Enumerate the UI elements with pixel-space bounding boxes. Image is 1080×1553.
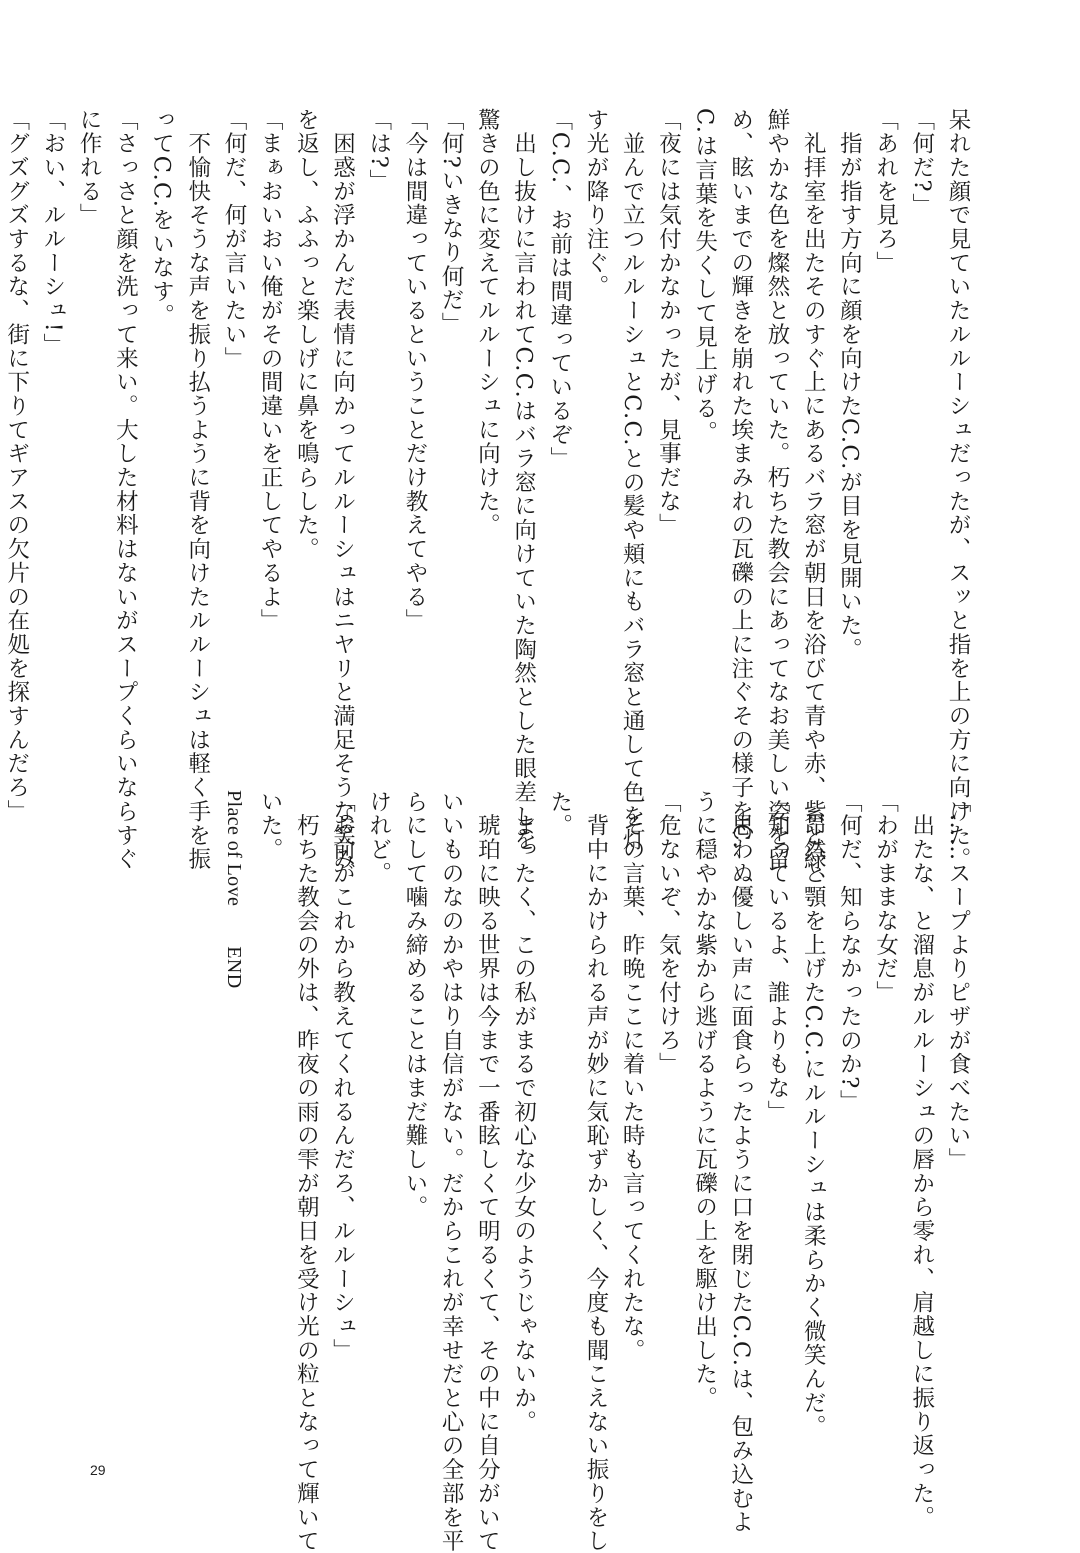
text-line: 困惑が浮かんだ表情に向かってルルーシュはニヤリと満足そうな笑み (329, 108, 356, 872)
text-line: 「あれを見ろ」 (872, 108, 899, 275)
text-line: 「今は間違っているということだけ教えてやる」 (401, 108, 428, 633)
text-line: 礼拝室を出たそのすぐ上にあるバラ窓が朝日を浴びて青や赤、紫と緑、 (800, 108, 827, 896)
text-line: 呆れた顔で見ていたルルーシュだったが、スッと指を上の方に向けた。 (945, 108, 971, 872)
text-line: 出たな、と溜息がルルーシュの唇から零れ、肩越しに振り返った。 (908, 790, 935, 1530)
text-line: いた。 (257, 790, 284, 862)
text-line: め、眩いまでの輝きを崩れた埃まみれの瓦礫の上に注ぐその様子をC. (727, 108, 754, 850)
end-line (216, 790, 252, 1430)
text-line: す光が降り注ぐ。 (582, 108, 609, 299)
text-line: 朽ちた教会の外は、昨夜の雨の雫が朝日を受け光の粒となって輝いて (293, 790, 320, 1553)
text-line: 昂然と顎を上げたC.C.にルルーシュは柔らかく微笑んだ。 (800, 790, 827, 1439)
text-line: 出し抜けに言われてC.C.はバラ窓に向けていた陶然とした眼差しを (510, 108, 537, 853)
text-line: を返し、ふふっと楽しげに鼻を鳴らした。 (293, 108, 320, 562)
lower-text-block (216, 790, 976, 1553)
text-line: ってC.C.をいなす。 (148, 108, 175, 328)
text-line: 「……スープよりピザが食べたい」 (945, 790, 971, 1172)
text-line: 「お前がこれから教えてくれるんだろ、ルルーシュ」 (329, 790, 356, 1363)
text-line: 驚きの色に変えてルルーシュに向けた。 (474, 108, 501, 538)
story-title: Place of Love (222, 790, 245, 907)
text-line: らにして噛み締めることはまだ難しい。 (401, 790, 428, 1220)
page-number: 29 (90, 1462, 106, 1478)
text-line: 「おい、ルルーシュ!」 (39, 108, 66, 357)
text-line: いいものなのかやはり自信がない。だからこれが幸せだと心の全部を平 (438, 790, 465, 1553)
text-line: た。 (546, 790, 573, 838)
text-line: その言葉、昨晩ここに着いた時も言ってくれたな。 (619, 790, 646, 1363)
text-line: 「夜には気付かなかったが、見事だな」 (655, 108, 682, 538)
text-line: 「は?」 (365, 108, 392, 193)
text-line: C.は言葉を失くして見上げる。 (691, 108, 718, 445)
text-line: 「何だ、何が言いたい」 (220, 108, 247, 371)
text-line: うに穏やかな紫から逃げるように瓦礫の上を駆け出した。 (691, 790, 718, 1411)
text-line: 鮮やかな色を燦然と放っていた。朽ちた教会にあってなお美しい姿を留 (763, 108, 790, 872)
text-line: けれど。 (365, 790, 392, 886)
text-line: 琥珀に映る世界は今まで一番眩しくて明るくて、その中に自分がいて (474, 790, 501, 1553)
text-line: 背中にかけられる声が妙に気恥ずかしく、今度も聞こえない振りをし (582, 790, 609, 1553)
text-line: 不愉快そうな声を振り払うように背を向けたルルーシュは軽く手を振 (184, 108, 211, 872)
text-line: 指が指す方向に顔を向けたC.C.が目を見開いた。 (836, 108, 863, 662)
text-line: 「C.C.、お前は間違っているぞ」 (546, 108, 573, 471)
text-line: 「危ないぞ、気を付けろ」 (655, 790, 682, 1077)
text-line: まったく、この私がまるで初心な少女のようじゃないか。 (510, 790, 537, 1434)
text-line: 「知っているよ、誰よりもな」 (763, 790, 790, 1124)
text-line: 「何?いきなり何だ」 (438, 108, 465, 337)
text-line: 並んで立つルルーシュとC.C.との髪や頬にもバラ窓と通して色を灯 (619, 108, 646, 853)
text-line: 「まぁおいおい俺がその間違いを正してやるよ」 (257, 108, 284, 633)
end-mark: END (222, 946, 245, 989)
text-line: 思わぬ優しい声に面食らったように口を閉じたC.C.は、包み込むよ (727, 790, 754, 1535)
text-line: に作れる」 (76, 108, 103, 228)
end-gap (233, 906, 234, 946)
text-line: 「わがままな女だ」 (872, 790, 899, 1005)
text-line: 「グズグズするな、街に下りてギアスの欠片の在処を探すんだろ」 (3, 108, 30, 824)
text-line: 「何だ?」 (908, 108, 935, 217)
text-line: 「何だ、知らなかったのか?」 (836, 790, 863, 1114)
text-line: 「さっさと顔を洗って来い。大した材料はないがスープくらいならすぐ (112, 108, 139, 872)
